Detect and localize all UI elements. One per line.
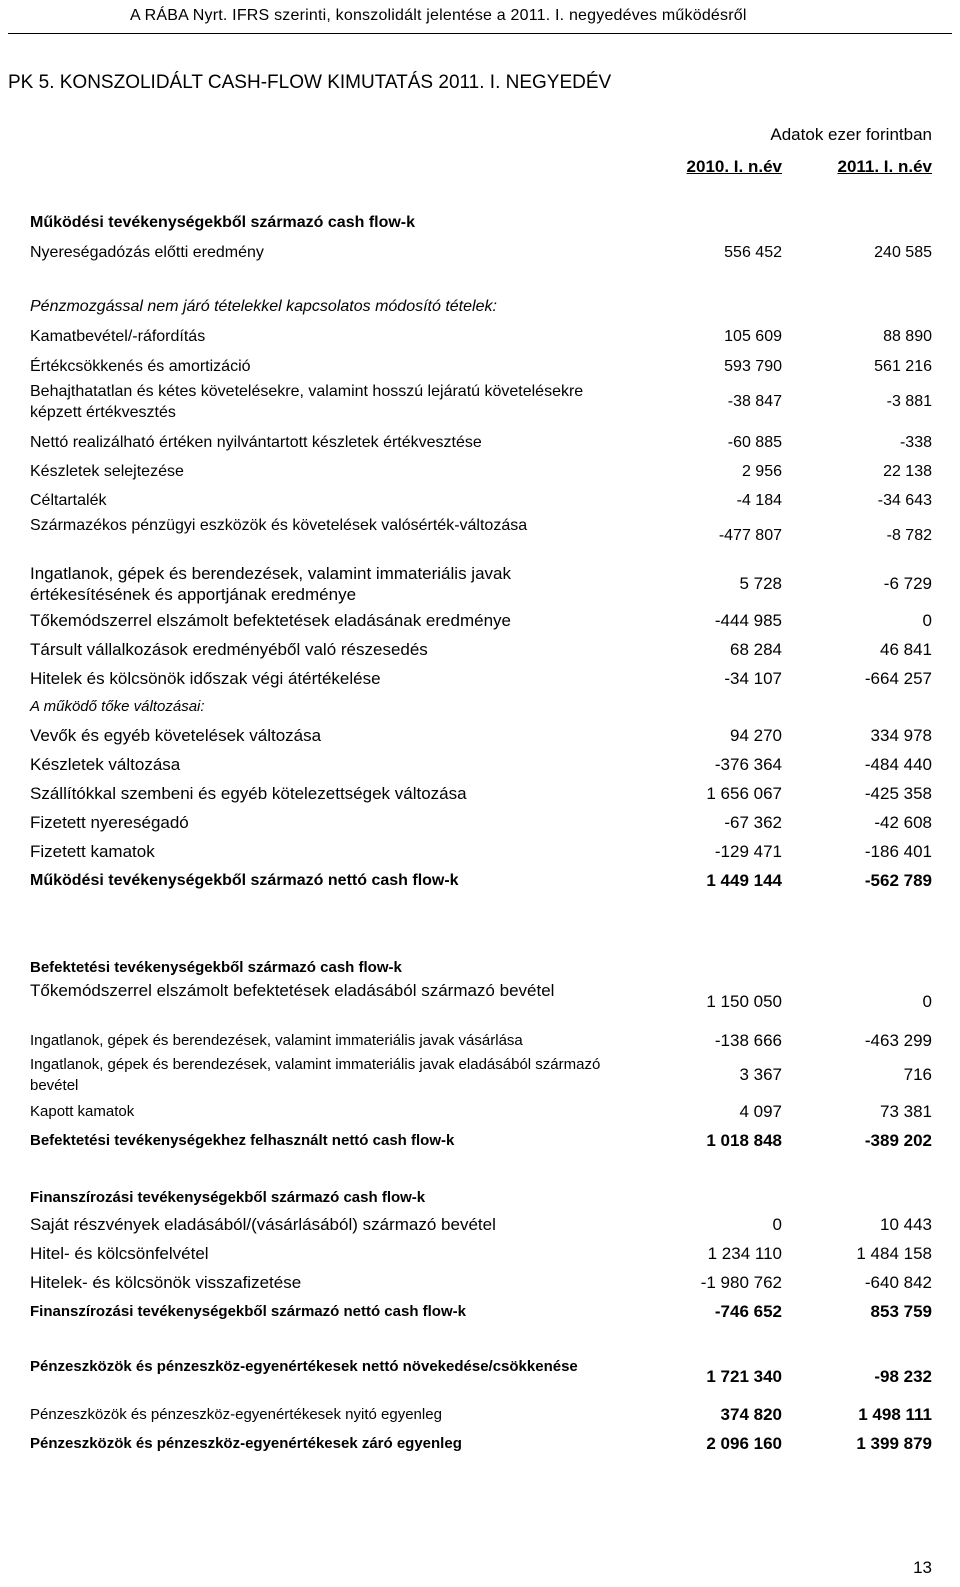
value-2011: 88 890 bbox=[883, 328, 932, 345]
table-row bbox=[30, 980, 932, 1024]
value-2011: -8 782 bbox=[886, 527, 932, 544]
table-row bbox=[30, 1356, 932, 1398]
table-row bbox=[30, 563, 932, 605]
value-2010: 1 721 340 bbox=[706, 1367, 782, 1386]
page-number: 13 bbox=[913, 1558, 932, 1577]
value-2011: -484 440 bbox=[864, 755, 932, 774]
document-header-text: A RÁBA Nyrt. IFRS szerinti, konszolidált jelentése a 2011. I. negyedéves működésről bbox=[130, 7, 747, 24]
value-2010: 68 284 bbox=[730, 640, 782, 659]
value-2011: -389 202 bbox=[864, 1131, 932, 1150]
value-2011: -562 789 bbox=[864, 871, 932, 890]
value-2011: 853 759 bbox=[870, 1302, 932, 1321]
table-row bbox=[30, 1272, 932, 1294]
value-2010: 2 096 160 bbox=[706, 1434, 782, 1453]
value-2010: 0 bbox=[772, 1215, 782, 1234]
value-2010: 556 452 bbox=[724, 244, 782, 261]
value-2011: -186 401 bbox=[864, 842, 932, 861]
row-label: Működési tevékenységekből származó nettó cash flow-k bbox=[30, 872, 459, 889]
value-2011: 1 484 158 bbox=[856, 1244, 932, 1263]
table-row bbox=[30, 1130, 932, 1152]
value-2011: 1 399 879 bbox=[856, 1434, 932, 1453]
row-label: Pénzeszközök és pénzeszköz-egyenértékesek záró egyenleg bbox=[30, 1435, 462, 1452]
row-label: Befektetési tevékenységekhez felhasznált nettó cash flow-k bbox=[30, 1132, 455, 1149]
value-2011: 240 585 bbox=[874, 244, 932, 261]
table-row bbox=[30, 754, 932, 776]
row-label: Ingatlanok, gépek és berendezések, valamint immateriális javak eladásából származó bevétel bbox=[30, 1056, 601, 1094]
row-label: Működési tevékenységekből származó cash flow-k bbox=[30, 214, 416, 231]
row-label: Ingatlanok, gépek és berendezések, valamint immateriális javak vásárlása bbox=[30, 1032, 523, 1049]
value-2010: 3 367 bbox=[739, 1065, 782, 1084]
row-label: Értékcsökkenés és amortizáció bbox=[30, 358, 251, 375]
value-2011: -463 299 bbox=[864, 1031, 932, 1050]
row-label: Céltartalék bbox=[30, 492, 107, 509]
value-2011: 73 381 bbox=[880, 1102, 932, 1121]
table-row bbox=[30, 725, 932, 747]
value-2010: 1 449 144 bbox=[706, 871, 782, 890]
table-row bbox=[30, 1188, 932, 1208]
row-label: Befektetési tevékenységekből származó cash flow-k bbox=[30, 959, 402, 976]
table-row bbox=[30, 1404, 932, 1426]
row-label: Fizetett kamatok bbox=[30, 842, 155, 861]
row-label: Hitelek- és kölcsönök visszafizetése bbox=[30, 1273, 302, 1292]
row-label: Készletek selejtezése bbox=[30, 463, 184, 480]
table-row bbox=[30, 1301, 932, 1323]
value-2011: -338 bbox=[899, 434, 932, 451]
table-row bbox=[30, 242, 932, 264]
table-row bbox=[30, 1030, 932, 1052]
value-2010: -38 847 bbox=[727, 393, 782, 410]
row-label: Kapott kamatok bbox=[30, 1103, 135, 1120]
value-2011: 716 bbox=[903, 1065, 932, 1084]
table-row bbox=[30, 668, 932, 690]
value-2011: -3 881 bbox=[886, 393, 932, 410]
row-label: Pénzeszközök és pénzeszköz-egyenértékesek nettó növekedése/csökkenése bbox=[30, 1358, 578, 1375]
row-label: Hitelek és kölcsönök időszak végi átértékelése bbox=[30, 669, 381, 688]
value-2010: -444 985 bbox=[714, 611, 782, 630]
table-row bbox=[30, 461, 932, 483]
table-row bbox=[30, 296, 932, 318]
value-2011: -34 643 bbox=[877, 492, 932, 509]
value-2010: -477 807 bbox=[718, 527, 782, 544]
table-row bbox=[30, 432, 932, 454]
value-2011: 1 498 111 bbox=[858, 1405, 932, 1424]
value-2010: -67 362 bbox=[724, 813, 782, 832]
table-row bbox=[30, 326, 932, 348]
row-label: Pénzeszközök és pénzeszköz-egyenértékesek nyitó egyenleg bbox=[30, 1406, 442, 1423]
table-row bbox=[30, 697, 932, 717]
row-label: Pénzmozgással nem járó tételekkel kapcsolatos módosító tételek: bbox=[30, 298, 497, 315]
value-2010: -4 184 bbox=[736, 492, 782, 509]
row-label: Finanszírozási tevékenységekből származó cash flow-k bbox=[30, 1189, 426, 1206]
value-2010: 593 790 bbox=[724, 358, 782, 375]
value-2010: -34 107 bbox=[724, 669, 782, 688]
value-2010: 1 018 848 bbox=[706, 1131, 782, 1150]
value-2011: 334 978 bbox=[870, 726, 932, 745]
table-row bbox=[30, 515, 932, 557]
table-row bbox=[30, 958, 932, 978]
page-title: PK 5. KONSZOLIDÁLT CASH-FLOW KIMUTATÁS 2011. I. NEGYEDÉV bbox=[8, 72, 612, 93]
table-row bbox=[30, 356, 932, 378]
row-label: Kamatbevétel/-ráfordítás bbox=[30, 328, 206, 345]
value-2011: -42 608 bbox=[874, 813, 932, 832]
value-2010: 4 097 bbox=[739, 1102, 782, 1121]
table-row bbox=[30, 1054, 932, 1096]
table-row bbox=[30, 610, 932, 632]
header-divider bbox=[8, 33, 952, 34]
value-2010: 374 820 bbox=[720, 1405, 782, 1424]
table-row bbox=[30, 1243, 932, 1265]
table-row bbox=[30, 490, 932, 512]
value-2010: -376 364 bbox=[714, 755, 782, 774]
row-label: Saját részvények eladásából/(vásárlásából) származó bevétel bbox=[30, 1215, 496, 1234]
row-label: Fizetett nyereségadó bbox=[30, 813, 189, 832]
value-2011: -6 729 bbox=[883, 574, 932, 593]
table-row bbox=[30, 212, 932, 234]
value-2011: -98 232 bbox=[874, 1367, 932, 1386]
value-2010: -129 471 bbox=[714, 842, 782, 861]
row-label: A működő tőke változásai: bbox=[30, 698, 205, 715]
value-2011: -664 257 bbox=[864, 669, 932, 688]
row-label: Finanszírozási tevékenységekből származó nettó cash flow-k bbox=[30, 1303, 466, 1320]
table-row bbox=[30, 783, 932, 805]
value-2010: 94 270 bbox=[730, 726, 782, 745]
row-label: Ingatlanok, gépek és berendezések, valamint immateriális javak értékesítésének és apportjának eredménye bbox=[30, 564, 511, 604]
table-row bbox=[30, 381, 932, 423]
table-row bbox=[30, 870, 932, 892]
table-row bbox=[30, 1433, 932, 1455]
row-label: Tőkemódszerrel elszámolt befektetések eladásának eredménye bbox=[30, 611, 511, 630]
table-row bbox=[30, 1101, 932, 1123]
value-2011: -640 842 bbox=[864, 1273, 932, 1292]
row-label: Származékos pénzügyi eszközök és követelések valósérték-változása bbox=[30, 517, 528, 534]
value-2010: -60 885 bbox=[727, 434, 782, 451]
row-label: Társult vállalkozások eredményéből való részesedés bbox=[30, 640, 428, 659]
value-2010: 1 656 067 bbox=[706, 784, 782, 803]
value-2010: 5 728 bbox=[739, 574, 782, 593]
value-2010: 2 956 bbox=[741, 463, 782, 480]
value-2010: -746 652 bbox=[714, 1302, 782, 1321]
table-row bbox=[30, 1214, 932, 1236]
row-label: Készletek változása bbox=[30, 755, 181, 774]
value-2011: 22 138 bbox=[883, 463, 932, 480]
row-label: Tőkemódszerrel elszámolt befektetések eladásából származó bevétel bbox=[30, 981, 555, 1000]
row-label: Vevők és egyéb követelések változása bbox=[30, 726, 322, 745]
value-2011: 561 216 bbox=[874, 358, 932, 375]
value-2011: 10 443 bbox=[880, 1215, 932, 1234]
value-2011: 0 bbox=[922, 992, 932, 1011]
value-2011: -425 358 bbox=[864, 784, 932, 803]
table-row bbox=[30, 841, 932, 863]
column-header-2010: 2010. I. n.év bbox=[686, 157, 782, 176]
row-label: Hitel- és kölcsönfelvétel bbox=[30, 1244, 209, 1263]
value-2010: -138 666 bbox=[714, 1031, 782, 1050]
value-2010: 1 150 050 bbox=[706, 992, 782, 1011]
units-note: Adatok ezer forintban bbox=[770, 125, 932, 144]
row-label: Szállítókkal szembeni és egyéb kötelezettségek változása bbox=[30, 784, 467, 803]
value-2011: 46 841 bbox=[880, 640, 932, 659]
table-row bbox=[30, 812, 932, 834]
row-label: Behajthatatlan és kétes követelésekre, valamint hosszú lejáratú követelésekre képzett értékvesztés bbox=[30, 383, 584, 421]
value-2010: 1 234 110 bbox=[707, 1244, 782, 1263]
value-2011: 0 bbox=[922, 611, 932, 630]
row-label: Nettó realizálható értéken nyilvántartott készletek értékvesztése bbox=[30, 434, 482, 451]
value-2010: 105 609 bbox=[724, 328, 782, 345]
row-label: Nyereségadózás előtti eredmény bbox=[30, 244, 264, 261]
document-header bbox=[0, 0, 960, 40]
column-header-2011: 2011. I. n.év bbox=[837, 157, 932, 176]
value-2010: -1 980 762 bbox=[700, 1273, 782, 1292]
table-row bbox=[30, 639, 932, 661]
